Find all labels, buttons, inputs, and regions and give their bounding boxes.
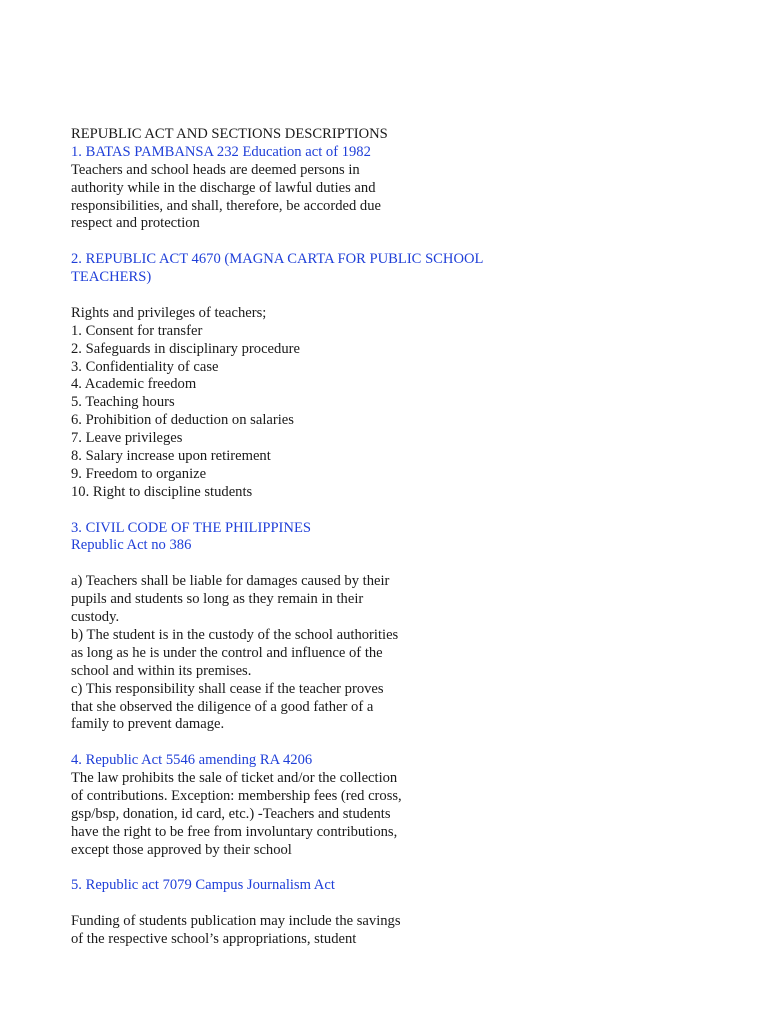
section-4-text: except those approved by their school [71, 841, 292, 858]
spacer [71, 502, 711, 520]
rights-list-item: 8. Salary increase upon retirement [71, 448, 271, 465]
section-3-text: that she observed the diligence of a good father of a [71, 698, 374, 715]
section-1-text: Teachers and school heads are deemed persons in [71, 161, 360, 178]
section-3-text: b) The student is in the custody of the school authorities [71, 626, 399, 643]
section-5-text: of the respective school’s appropriations, student [71, 931, 357, 948]
section-3-heading[interactable]: 3. CIVIL CODE OF THE PHILIPPINES [71, 519, 311, 536]
section-3-text: a) Teachers shall be liable for damages caused by their [71, 573, 390, 590]
document-body [71, 126, 711, 949]
section-1-heading[interactable]: 1. BATAS PAMBANSA 232 Education act of 1982 [71, 143, 371, 160]
section-1-text: respect and protection [71, 215, 200, 232]
section-2-heading[interactable]: 2. REPUBLIC ACT 4670 (MAGNA CARTA FOR PUBLIC SCHOOL [71, 251, 484, 268]
rights-list-item: 3. Confidentiality of case [71, 358, 219, 375]
spacer [71, 555, 711, 573]
rights-list-item: 6. Prohibition of deduction on salaries [71, 412, 294, 429]
spacer [71, 233, 711, 251]
rights-list-item: 4. Academic freedom [71, 376, 197, 393]
rights-list-item: 1. Consent for transfer [71, 322, 203, 339]
section-3-text: family to prevent damage. [71, 716, 225, 733]
section-4-text: have the right to be free from involuntary contributions, [71, 823, 398, 840]
rights-list-item: 9. Freedom to organize [71, 465, 207, 482]
section-4-heading[interactable]: 4. Republic Act 5546 amending RA 4206 [71, 752, 313, 769]
spacer [71, 734, 711, 752]
section-1-text: authority while in the discharge of lawful duties and [71, 179, 376, 196]
rights-list-item: 10. Right to discipline students [71, 483, 253, 500]
section-4-text: gsp/bsp, donation, id card, etc.) -Teachers and students [71, 805, 391, 822]
section-2-heading-continued[interactable]: TEACHERS) [71, 269, 152, 286]
document-title: REPUBLIC ACT AND SECTIONS DESCRIPTIONS [71, 126, 388, 142]
spacer [71, 860, 711, 878]
spacer [71, 287, 711, 305]
section-2-intro: Rights and privileges of teachers; [71, 304, 267, 321]
section-5-heading[interactable]: 5. Republic act 7079 Campus Journalism Act [71, 877, 335, 894]
rights-list-item: 7. Leave privileges [71, 430, 183, 447]
rights-list-item: 5. Teaching hours [71, 394, 175, 411]
section-1-text: responsibilities, and shall, therefore, be accorded due [71, 197, 382, 214]
section-4-text: of contributions. Exception: membership fees (red cross, [71, 787, 402, 804]
section-3-text: as long as he is under the control and influence of the [71, 644, 383, 661]
section-4-text: The law prohibits the sale of ticket and/or the collection [71, 770, 398, 787]
spacer [71, 895, 711, 913]
section-3-text: school and within its premises. [71, 662, 252, 679]
section-3-text: c) This responsibility shall cease if the teacher proves [71, 680, 384, 697]
rights-list-item: 2. Safeguards in disciplinary procedure [71, 340, 300, 357]
section-3-text: pupils and students so long as they remain in their [71, 591, 364, 608]
section-3-subheading[interactable]: Republic Act no 386 [71, 537, 192, 554]
section-5-text: Funding of students publication may include the savings [71, 913, 401, 930]
section-3-text: custody. [71, 609, 120, 626]
